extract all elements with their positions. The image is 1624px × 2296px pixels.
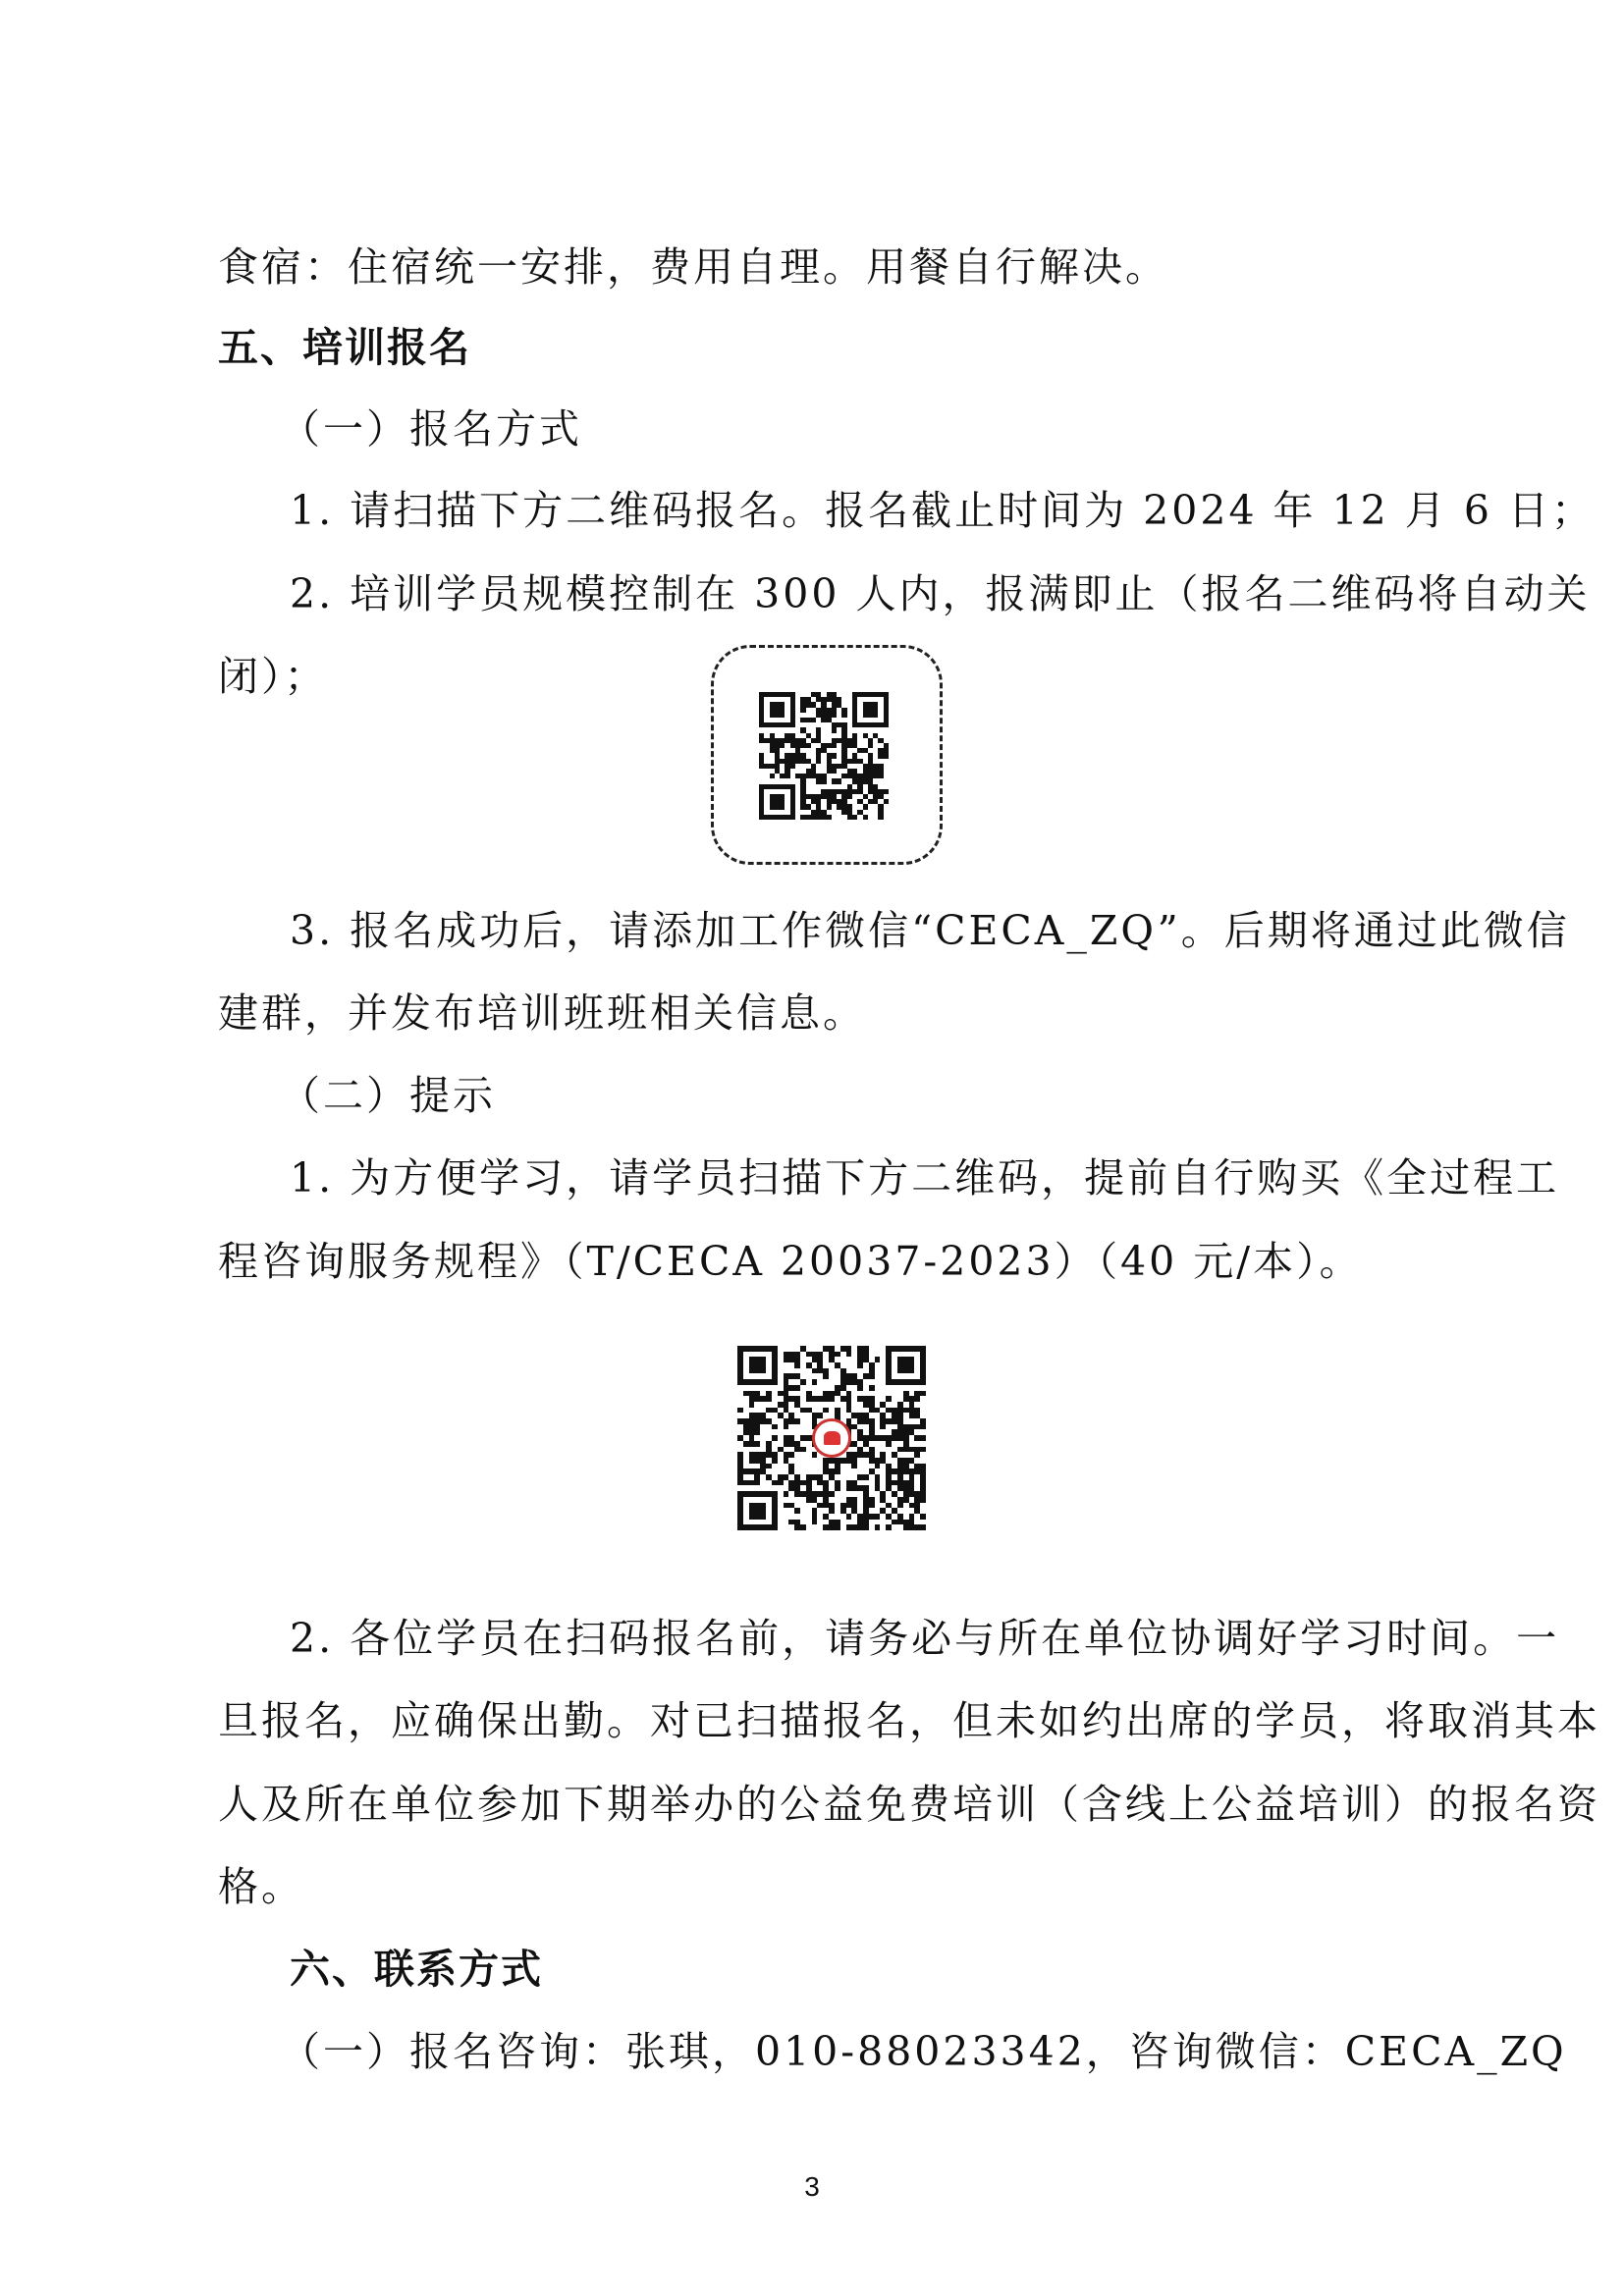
tip-item-2: 2. 各位学员在扫码报名前，请务必与所在单位协调好学习时间。一: [290, 1615, 1560, 1662]
section-heading-registration: 五、培训报名: [218, 324, 471, 371]
registration-item-3-cont: 建群，并发布培训班班相关信息。: [218, 989, 866, 1037]
registration-item-2: 2. 培训学员规模控制在 300 人内，报满即止（报名二维码将自动关: [290, 570, 1591, 617]
tip-item-1-cont: 程咨询服务规程》（T/CECA 20037-2023）（40 元/本）。: [218, 1238, 1363, 1285]
registration-qr-code[interactable]: [759, 692, 889, 820]
subheading-tips: （二）提示: [280, 1072, 496, 1119]
subheading-registration-method: （一）报名方式: [280, 405, 582, 453]
association-logo-icon: [812, 1418, 851, 1458]
registration-item-2-cont: 闭）；: [218, 653, 328, 700]
tip-item-1: 1. 为方便学习，请学员扫描下方二维码，提前自行购买《全过程工: [290, 1154, 1560, 1201]
tip-item-2-cont-3: 格。: [218, 1863, 304, 1910]
tip-item-2-cont-1: 旦报名，应确保出勤。对已扫描报名，但未如约出席的学员，将取消其本: [218, 1697, 1600, 1744]
contact-registration-inquiry: （一）报名咨询：张琪，010-88023342，咨询微信：CECA_ZQ: [280, 2028, 1567, 2075]
registration-item-3: 3. 报名成功后，请添加工作微信“CECA_ZQ”。后期将通过此微信: [290, 907, 1570, 954]
page-number: 3: [804, 2171, 820, 2202]
tip-item-2-cont-2: 人及所在单位参加下期举办的公益免费培训（含线上公益培训）的报名资: [218, 1781, 1600, 1828]
section-heading-contact: 六、联系方式: [290, 1946, 543, 1993]
accommodation-text: 食宿：住宿统一安排，费用自理。用餐自行解决。: [218, 243, 1168, 291]
registration-item-1: 1. 请扫描下方二维码报名。报名截止时间为 2024 年 12 月 6 日；: [290, 487, 1595, 534]
